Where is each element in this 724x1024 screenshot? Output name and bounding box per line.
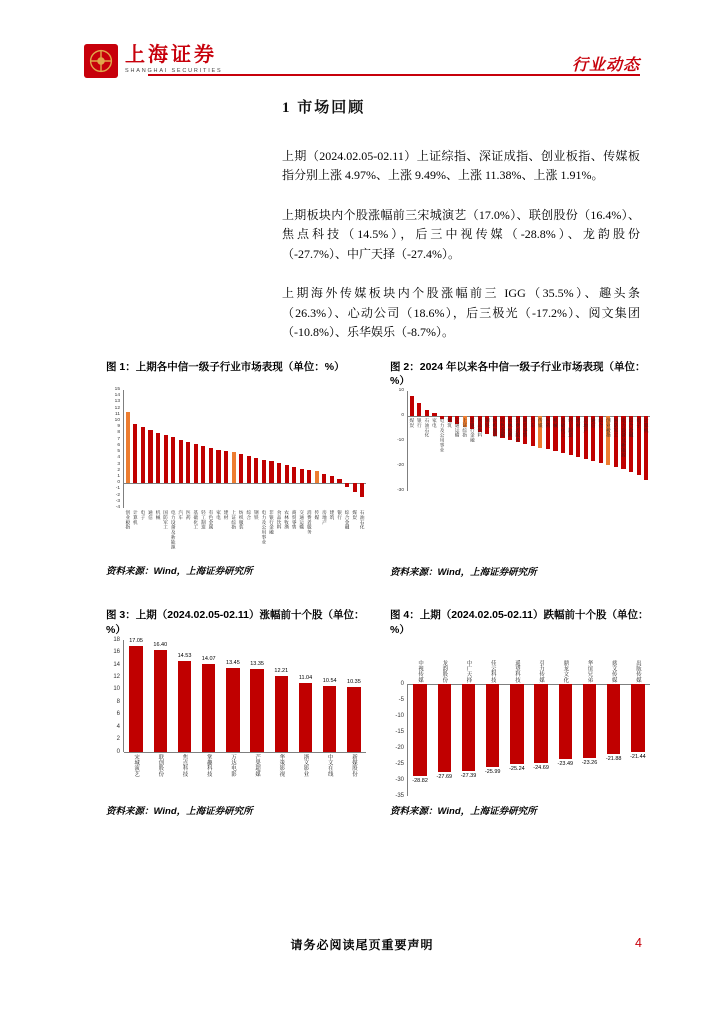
bar <box>322 474 326 483</box>
category-label: 煤炭 <box>352 510 358 520</box>
bar <box>345 483 349 487</box>
category-label: 轻工制造 <box>568 418 574 438</box>
y-tick-label: 10 <box>113 686 120 693</box>
category-label: 传媒 <box>314 510 320 520</box>
y-axis <box>390 388 407 494</box>
category-label: 计算机 <box>133 510 139 525</box>
bar <box>239 454 243 483</box>
category-label: 浙文影业 <box>302 753 309 777</box>
bar <box>209 448 213 483</box>
category-label: 综合 <box>246 510 252 520</box>
category-label: 华谊兄弟 <box>586 659 593 683</box>
bar <box>486 684 499 767</box>
bar <box>425 410 429 417</box>
bar-value-label: -28.82 <box>412 777 428 784</box>
category-label: 芒果超媒 <box>254 753 261 777</box>
y-tick-label: 1 <box>117 473 120 479</box>
bar <box>462 684 475 772</box>
y-tick-label: -35 <box>395 792 404 799</box>
bar <box>413 684 426 776</box>
category-label: 银行 <box>337 510 343 520</box>
source-note: 资料来源：Wind，上海证券研究所 <box>390 567 537 579</box>
bar-chart-industry-lastweek <box>106 387 366 556</box>
bar <box>438 684 451 773</box>
bar <box>330 476 334 483</box>
category-label: 中广天择 <box>465 659 472 683</box>
bar <box>186 442 190 483</box>
bar-value-label: 11.04 <box>298 674 313 681</box>
bar <box>226 668 239 752</box>
category-label: 电子 <box>140 510 146 520</box>
bar <box>607 684 620 754</box>
bar <box>315 471 319 483</box>
y-tick-label: 14 <box>113 661 120 668</box>
category-label: 计算机 <box>644 418 650 434</box>
category-label: 食品饮料 <box>477 418 483 438</box>
category-label: 鼎龙文化 <box>562 659 569 683</box>
y-tick-label: 0 <box>400 680 404 687</box>
figure-title: 图 3：上期（2024.02.05-02.11）涨幅前十个股（单位：%） <box>106 609 365 636</box>
category-label: 建筑 <box>447 418 453 429</box>
bar <box>323 686 336 752</box>
y-tick-label: 8 <box>116 698 120 705</box>
category-label: 纺织服装 <box>239 510 245 530</box>
bar-value-label: -27.39 <box>460 773 477 780</box>
y-tick-label: 5 <box>117 449 120 455</box>
plot-area <box>407 684 650 796</box>
bar-value-label: 12.21 <box>274 667 289 674</box>
y-tick-label: 11 <box>115 411 120 417</box>
y-tick-label: -15 <box>395 728 404 735</box>
category-label: 房地产 <box>583 418 589 434</box>
page-number: 4 <box>635 936 642 950</box>
y-tick-label: 7 <box>117 436 120 442</box>
category-label: 电力设备及新能源 <box>621 418 627 458</box>
category-label: 非银行金融 <box>269 510 275 535</box>
category-label: 消费者服务 <box>515 418 521 443</box>
y-tick-label: 16 <box>113 649 120 656</box>
category-label: 引力传媒 <box>538 659 545 683</box>
bar-value-label: 14.53 <box>177 653 192 660</box>
category-label: 通信 <box>148 510 154 520</box>
category-label: 机械 <box>156 510 162 520</box>
y-axis <box>390 680 407 799</box>
bar <box>154 650 167 752</box>
category-label: 汽车 <box>530 418 536 429</box>
bar <box>126 412 130 483</box>
y-tick-label: 4 <box>116 723 120 730</box>
y-tick-label: -4 <box>115 505 120 510</box>
category-label: 建筑 <box>329 510 335 520</box>
category-label: 商贸零售 <box>523 418 529 438</box>
y-axis <box>106 636 123 755</box>
bar <box>141 427 145 484</box>
category-label: 煤炭 <box>409 418 415 429</box>
source-note: 资料来源：Wind，上海证券研究所 <box>106 566 253 577</box>
y-tick-label: -20 <box>397 463 404 469</box>
category-label: 轻工制造 <box>201 510 207 530</box>
bar-value-label: -23.49 <box>557 760 574 767</box>
bar-value-label: 13.35 <box>250 660 264 667</box>
section-title: 1 市场回顾 <box>282 100 366 116</box>
bar <box>178 661 191 751</box>
main-content <box>282 96 640 363</box>
bar-chart-top-losers <box>390 640 650 799</box>
bar <box>275 676 288 752</box>
bar <box>285 465 289 483</box>
plot-area <box>407 391 650 491</box>
y-tick-label: -30 <box>395 776 404 783</box>
bar <box>510 684 523 765</box>
y-tick-label: -1 <box>115 486 120 492</box>
category-label: 华策影视 <box>278 753 285 777</box>
y-tick-label: 0 <box>117 480 120 486</box>
category-label: 电力及公用事业 <box>440 418 446 453</box>
bar <box>269 461 273 483</box>
bar-chart-industry-ytd <box>390 388 650 557</box>
y-tick-label: -10 <box>397 438 404 444</box>
y-tick-label: 6 <box>116 711 120 718</box>
category-label: 掌趣科技 <box>205 753 212 777</box>
category-label: 交通运输 <box>455 418 461 438</box>
bar <box>254 458 258 483</box>
category-label: 电子 <box>636 418 642 429</box>
x-axis-labels <box>124 508 366 556</box>
bar-chart-top-gainers <box>106 636 366 796</box>
bar <box>201 446 205 483</box>
category-label: 佳云科技 <box>489 659 496 683</box>
y-tick-label: -20 <box>395 744 404 751</box>
source-note: 资料来源：Wind，上海证券研究所 <box>106 805 253 817</box>
y-tick-label: -10 <box>395 712 404 719</box>
bar <box>360 483 364 497</box>
category-label: 有色金属 <box>500 418 506 438</box>
bar <box>277 463 281 483</box>
bar <box>559 684 572 759</box>
category-label: 综合金融 <box>345 510 351 530</box>
category-label: 创业板指 <box>606 418 612 438</box>
category-label: 联创股份 <box>157 753 164 777</box>
category-label: 电力及公用事业 <box>261 510 267 545</box>
category-label: 钢铁 <box>254 510 260 520</box>
footer-disclaimer: 请务必阅读尾页重要声明 <box>290 938 434 952</box>
category-label: 焦点科技 <box>181 753 188 777</box>
bar <box>347 687 360 751</box>
bar-value-label: -24.69 <box>533 764 549 771</box>
category-label: 基础化工 <box>561 418 567 438</box>
brand-logo-text <box>125 44 222 74</box>
figure-industry-ytd <box>390 360 650 578</box>
category-label: 银行 <box>417 418 423 429</box>
bar <box>202 664 215 752</box>
category-label: 交通运输 <box>299 510 305 530</box>
y-tick-label: 2 <box>117 467 120 473</box>
plot-area <box>123 390 366 508</box>
category-label: 有色金属 <box>208 510 214 530</box>
paragraph-sector-stocks: 上期板块内个股涨幅前三宋城演艺（17.0%）、联创股份（16.4%）、焦点科技（14.5%），后三中视传媒（-28.8%）、龙韵股份（-27.7%）、中广天择（-27.4%）。 <box>282 207 640 261</box>
y-tick-label: 4 <box>117 455 120 461</box>
bar <box>250 669 263 752</box>
figure-title: 图 4：上期（2024.02.05-02.11）跌幅前十个股（单位：%） <box>390 609 649 636</box>
y-tick-label: 12 <box>114 405 120 411</box>
bar <box>337 479 341 483</box>
y-tick-label: -5 <box>398 696 404 703</box>
category-label: 综合 <box>598 418 604 429</box>
paragraph-index-performance: 上期（2024.02.05-02.11）上证综指、深证成指、创业板指、传媒板指分别上涨 4.97%、上涨 9.49%、上涨 11.38%、上涨 1.91%。 <box>282 149 640 183</box>
category-label: 医药 <box>545 418 551 429</box>
bar-value-label: 16.40 <box>153 641 168 648</box>
bar <box>300 469 304 483</box>
category-label: 汽车 <box>178 510 184 520</box>
category-label: 非银行金融 <box>470 418 476 443</box>
bar-value-label: -25.24 <box>509 766 525 773</box>
category-label: 宋城演艺 <box>133 753 140 777</box>
figure-top-losers <box>390 608 650 816</box>
category-label: 农林牧渔 <box>508 418 514 438</box>
bar <box>129 646 142 752</box>
y-tick-label: -2 <box>115 492 120 498</box>
category-label: 机械 <box>553 418 559 429</box>
y-tick-label: 10 <box>398 388 404 394</box>
category-label: 石油石化 <box>360 510 366 530</box>
category-label: 新媒股份 <box>350 753 357 777</box>
category-label: 遥望科技 <box>513 659 520 683</box>
header-divider <box>148 74 640 76</box>
category-label: 综合金融 <box>629 418 635 438</box>
bar <box>216 450 220 484</box>
category-label: 传媒 <box>538 418 544 429</box>
brand-logo <box>84 44 222 78</box>
category-label: 龙韵股份 <box>441 659 448 683</box>
figures-grid <box>106 360 650 817</box>
figure-title: 图 2：2024 年以来各中信一级子行业市场表现（单位：%） <box>390 361 646 388</box>
bar <box>232 452 236 483</box>
bar <box>583 684 596 758</box>
bar <box>417 403 421 416</box>
paragraph-overseas-stocks: 上期海外传媒板块内个股涨幅前三 IGG（35.5%）、趣头条（26.3%）、心动公司（18.6%），后三极光（-17.2%）、阅文集团（-10.8%）、乐华娱乐（-8.7%）。 <box>282 286 640 340</box>
bar <box>299 683 312 752</box>
brand-name-cn: 上海证券 <box>125 44 217 66</box>
x-axis-line <box>124 483 366 484</box>
category-label: 钢铁 <box>485 418 491 429</box>
bar-value-label: -25.99 <box>484 768 501 775</box>
bar <box>194 444 198 483</box>
y-tick-label: 18 <box>113 636 120 643</box>
y-tick-label: 2 <box>116 736 120 743</box>
figure-top-gainers <box>106 608 366 816</box>
bar-value-label: 10.35 <box>347 679 361 686</box>
bar <box>631 684 644 753</box>
category-label: 纺织服装 <box>492 418 498 438</box>
category-label: 中文在线 <box>326 753 333 777</box>
bar-value-label: 13.45 <box>226 659 240 666</box>
category-label: 中视传媒 <box>417 659 424 683</box>
bar <box>534 684 547 763</box>
category-label: 家电 <box>216 510 222 520</box>
category-label: 农林牧渔 <box>284 510 290 530</box>
category-label: 慈文传媒 <box>610 659 617 683</box>
y-tick-label: 9 <box>117 424 120 430</box>
y-tick-label: 14 <box>114 393 120 399</box>
category-label: 电力设备及新能源 <box>171 510 177 550</box>
y-tick-label: 8 <box>117 430 120 436</box>
plot-area <box>123 637 366 752</box>
category-label: 商贸零售 <box>292 510 298 530</box>
y-tick-label: 12 <box>113 674 120 681</box>
y-tick-label: 0 <box>401 413 404 419</box>
bar <box>292 467 296 483</box>
bar-value-label: 17.05 <box>129 637 143 644</box>
bar <box>171 437 175 483</box>
brand-seal-icon <box>84 44 118 78</box>
category-label: 国防军工 <box>613 418 619 438</box>
bar <box>262 460 266 484</box>
figure-industry-lastweek <box>106 360 366 578</box>
figure-title: 图 1：上期各中信一级子行业市场表现（单位：%） <box>106 361 345 373</box>
y-tick-label: -3 <box>115 498 120 504</box>
y-tick-label: -30 <box>397 488 404 494</box>
report-category-label: 行业动态 <box>571 57 640 74</box>
bar <box>410 396 414 416</box>
category-label: 上证综指 <box>462 418 468 438</box>
category-label: 医药 <box>186 510 192 520</box>
category-label: 家电 <box>432 418 438 429</box>
category-label: 石油石化 <box>424 418 430 438</box>
category-label: 房地产 <box>322 510 328 525</box>
category-label: 基础化工 <box>193 510 199 530</box>
top-category-labels <box>408 640 650 684</box>
bar <box>148 430 152 483</box>
y-tick-label: 6 <box>117 442 120 448</box>
y-tick-label: 10 <box>114 418 120 424</box>
bar <box>432 413 436 416</box>
category-label: 万达电影 <box>229 753 236 777</box>
category-label: 通信 <box>591 418 597 429</box>
category-label: 消费者服务 <box>307 510 313 535</box>
y-tick-label: 15 <box>114 387 120 392</box>
bar-value-label: -21.88 <box>605 755 622 762</box>
y-axis <box>106 387 123 510</box>
source-note: 资料来源：Wind，上海证券研究所 <box>390 805 537 817</box>
bar <box>179 440 183 483</box>
bar-value-label: 10.54 <box>322 678 337 685</box>
brand-name-en: SHANGHAI SECURITIES <box>125 68 223 74</box>
y-tick-label: 0 <box>116 748 120 755</box>
category-label: 出版传媒 <box>634 659 641 683</box>
bar <box>133 424 137 484</box>
category-label: 创业板指 <box>125 510 131 530</box>
category-label: 建材 <box>576 418 582 429</box>
bar <box>247 456 251 483</box>
y-tick-label: 3 <box>117 461 120 467</box>
bar <box>164 435 168 483</box>
bar <box>224 451 228 483</box>
bar-value-label: -21.44 <box>630 754 646 761</box>
bar-value-label: 14.07 <box>201 656 216 663</box>
category-label: 上证综指 <box>231 510 237 530</box>
category-label: 食品饮料 <box>277 510 283 530</box>
category-label: 建材 <box>224 510 230 520</box>
bar-value-label: -23.26 <box>581 760 598 767</box>
x-axis-labels <box>124 752 366 796</box>
bar <box>307 470 311 483</box>
y-tick-label: -25 <box>395 760 404 767</box>
bar <box>353 483 357 492</box>
category-label: 国防军工 <box>163 510 169 530</box>
bar <box>156 433 160 483</box>
y-tick-label: 13 <box>114 399 120 405</box>
bar-value-label: -27.69 <box>436 774 453 781</box>
